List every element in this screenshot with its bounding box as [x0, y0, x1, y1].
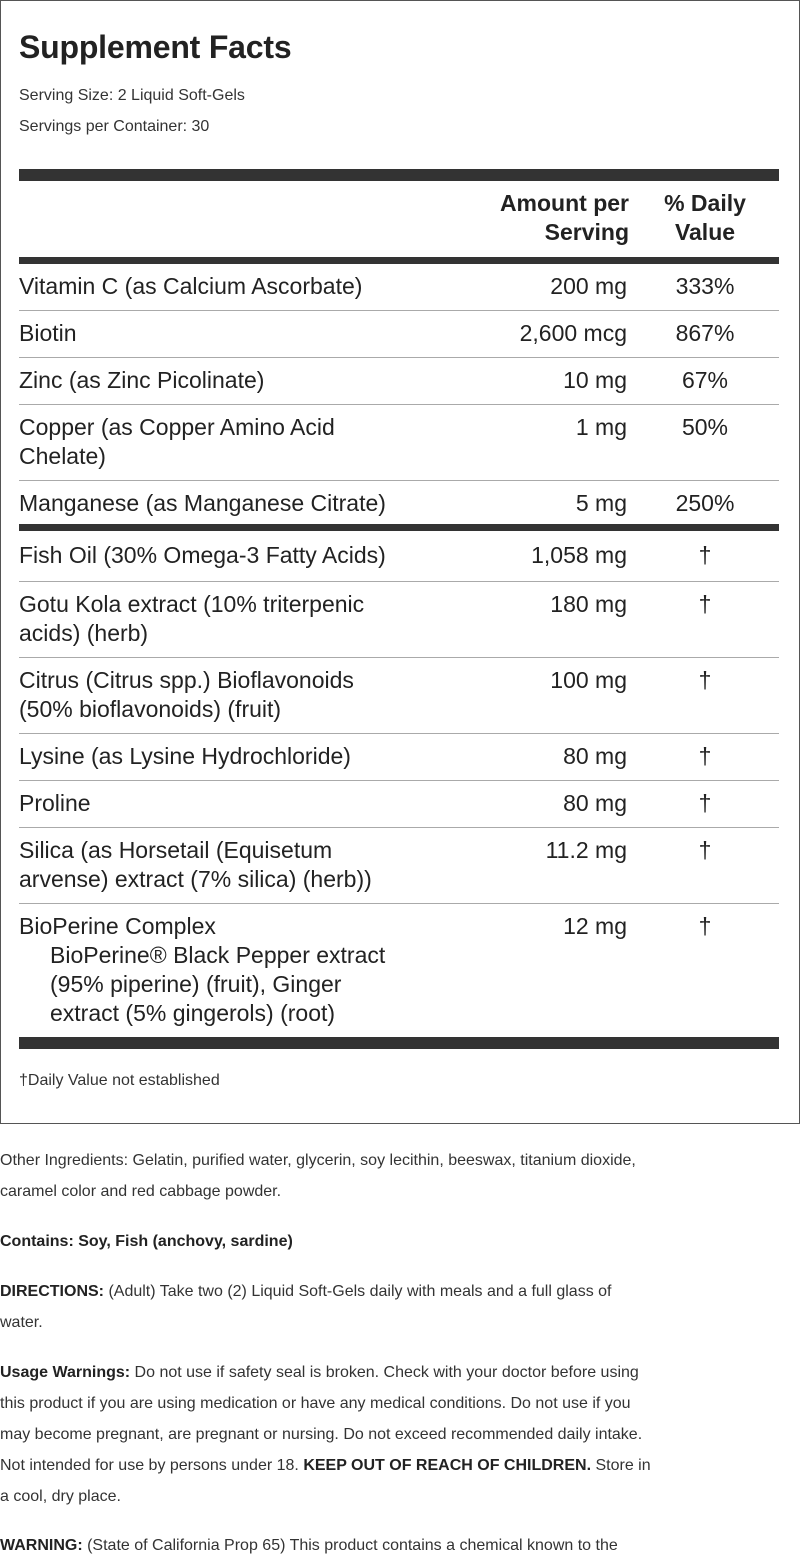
directions-line1: (Adult) Take two (2) Liquid Soft-Gels daily with meals and a full glass of: [104, 1283, 612, 1300]
nutrient-name-line1: Copper (as Copper Amino Acid: [19, 414, 335, 440]
ingredient-daily-value: †: [698, 743, 712, 769]
ingredient-name-line1: Gotu Kola extract (10% triterpenic: [19, 591, 365, 617]
table-row: [19, 404, 779, 481]
ingredient-daily-value: †: [698, 591, 712, 617]
nutrient-name-line2: Chelate): [19, 443, 106, 469]
footnote: †Daily Value not established: [19, 1072, 220, 1089]
facts-title: Supplement Facts: [19, 29, 292, 65]
ingredient-amount: 80 mg: [563, 790, 627, 816]
ingredient-daily-value: †: [698, 790, 712, 816]
directions-label: DIRECTIONS:: [0, 1283, 104, 1300]
warnings-line4a: Not intended for use by persons under 18.: [0, 1457, 304, 1474]
ingredient-subitem: BioPerine® Black Pepper extract: [50, 942, 386, 968]
ingredient-amount: 12 mg: [563, 913, 627, 939]
ingredient-name: [19, 836, 459, 894]
nutrient-amount: 200 mg: [550, 273, 627, 299]
ingredient-name-line1: Citrus (Citrus spp.) Bioflavonoids: [19, 667, 354, 693]
nutrient-name: Manganese (as Manganese Citrate): [19, 490, 386, 516]
nutrient-name: Biotin: [19, 320, 77, 346]
table-row: [19, 310, 779, 358]
ingredient-daily-value: †: [698, 542, 712, 568]
nutrient-daily-value: 333%: [675, 273, 735, 299]
usage-warnings: [0, 1357, 800, 1512]
ingredient-subitem: extract (5% gingerols) (root): [50, 1000, 336, 1026]
nutrient-amount: 5 mg: [575, 490, 627, 516]
warnings-line1: Do not use if safety seal is broken. Check with your doctor before using: [130, 1364, 639, 1381]
servings-per-container: Servings per Container: 30: [19, 118, 210, 135]
table-row: [19, 531, 779, 581]
warnings-label: Usage Warnings:: [0, 1364, 131, 1381]
nutrient-daily-value: 867%: [675, 320, 735, 346]
warnings-line5: a cool, dry place.: [0, 1488, 121, 1505]
serving-size: Serving Size: 2 Liquid Soft-Gels: [19, 87, 245, 104]
bottom-thick-divider: [19, 1037, 779, 1049]
ingredient-amount: 80 mg: [563, 743, 627, 769]
ingredient-subitem: (95% piperine) (fruit), Ginger: [50, 971, 342, 997]
keep-out-of-reach: KEEP OUT OF REACH OF CHILDREN.: [303, 1457, 592, 1474]
ingredient-amount: 100 mg: [550, 667, 627, 693]
contains-allergens: [0, 1226, 800, 1257]
prop65-label: WARNING:: [0, 1537, 83, 1554]
nutrient-amount: 1 mg: [575, 414, 627, 440]
table-row: [19, 827, 779, 904]
dv-header-line2: Value: [674, 219, 736, 245]
contains-text: Contains: Soy, Fish (anchovy, sardine): [0, 1233, 293, 1250]
ingredient-daily-value: †: [698, 913, 712, 939]
table-row: [19, 264, 779, 310]
ingredient-name-line2: arvense) extract (7% silica) (herb)): [19, 866, 372, 892]
nutrient-name: [19, 413, 459, 471]
nutrient-daily-value: 67%: [681, 367, 729, 393]
ingredient-name-line1: Silica (as Horsetail (Equisetum: [19, 837, 333, 863]
header-divider: [19, 257, 779, 264]
ingredient-name: Lysine (as Lysine Hydrochloride): [19, 743, 351, 769]
amount-header-line2: Serving: [544, 219, 629, 245]
nutrient-daily-value: 50%: [681, 414, 729, 440]
table-row: [19, 780, 779, 828]
ingredient-daily-value: †: [698, 837, 712, 863]
table-row: [19, 357, 779, 405]
ingredient-name: Proline: [19, 790, 91, 816]
nutrient-name: Vitamin C (as Calcium Ascorbate): [19, 273, 363, 299]
amount-per-serving-header: [469, 189, 629, 247]
nutrient-daily-value: 250%: [675, 490, 735, 516]
ingredient-name-line2: acids) (herb): [19, 620, 149, 646]
top-thick-divider: [19, 169, 779, 181]
table-row: [19, 657, 779, 734]
daily-value-header: [655, 189, 755, 247]
table-row: [19, 733, 779, 781]
ingredient-name: Fish Oil (30% Omega-3 Fatty Acids): [19, 542, 386, 568]
ingredient-amount: 180 mg: [550, 591, 627, 617]
nutrient-amount: 2,600 mcg: [519, 320, 627, 346]
warnings-line2: this product if you are using medication or have any medical conditions. Do not use if you: [0, 1395, 631, 1412]
table-row: [19, 581, 779, 658]
ingredient-name: [19, 590, 459, 648]
directions-line2: water.: [0, 1314, 43, 1331]
directions: [0, 1276, 800, 1338]
ingredient-name: [19, 666, 459, 724]
other-ingredients-line1: Other Ingredients: Gelatin, purified water, glycerin, soy lecithin, beeswax, titanium dioxide,: [0, 1152, 636, 1169]
ingredient-amount: 1,058 mg: [531, 542, 627, 568]
ingredient-amount: 11.2 mg: [545, 837, 627, 863]
nutrient-name: Zinc (as Zinc Picolinate): [19, 367, 265, 393]
prop65-warning: [0, 1530, 800, 1561]
ingredient-daily-value: †: [698, 667, 712, 693]
warnings-line3: may become pregnant, are pregnant or nursing. Do not exceed recommended daily intake.: [0, 1426, 643, 1443]
ingredient-name: [19, 912, 479, 1028]
warnings-line4c: Store in: [591, 1457, 651, 1474]
ingredient-name-line2: (50% bioflavonoids) (fruit): [19, 696, 282, 722]
table-row: [19, 480, 779, 524]
nutrient-amount: 10 mg: [563, 367, 627, 393]
ingredient-name-line1: BioPerine Complex: [19, 913, 216, 939]
dv-header-line1: % Daily: [664, 190, 746, 216]
other-ingredients-line2: caramel color and red cabbage powder.: [0, 1183, 282, 1200]
table-row: [19, 903, 779, 1038]
prop65-text: (State of California Prop 65) This product contains a chemical known to the: [82, 1537, 618, 1554]
section-divider: [19, 524, 779, 531]
other-ingredients: [0, 1145, 800, 1207]
amount-header-line1: Amount per: [499, 190, 629, 216]
